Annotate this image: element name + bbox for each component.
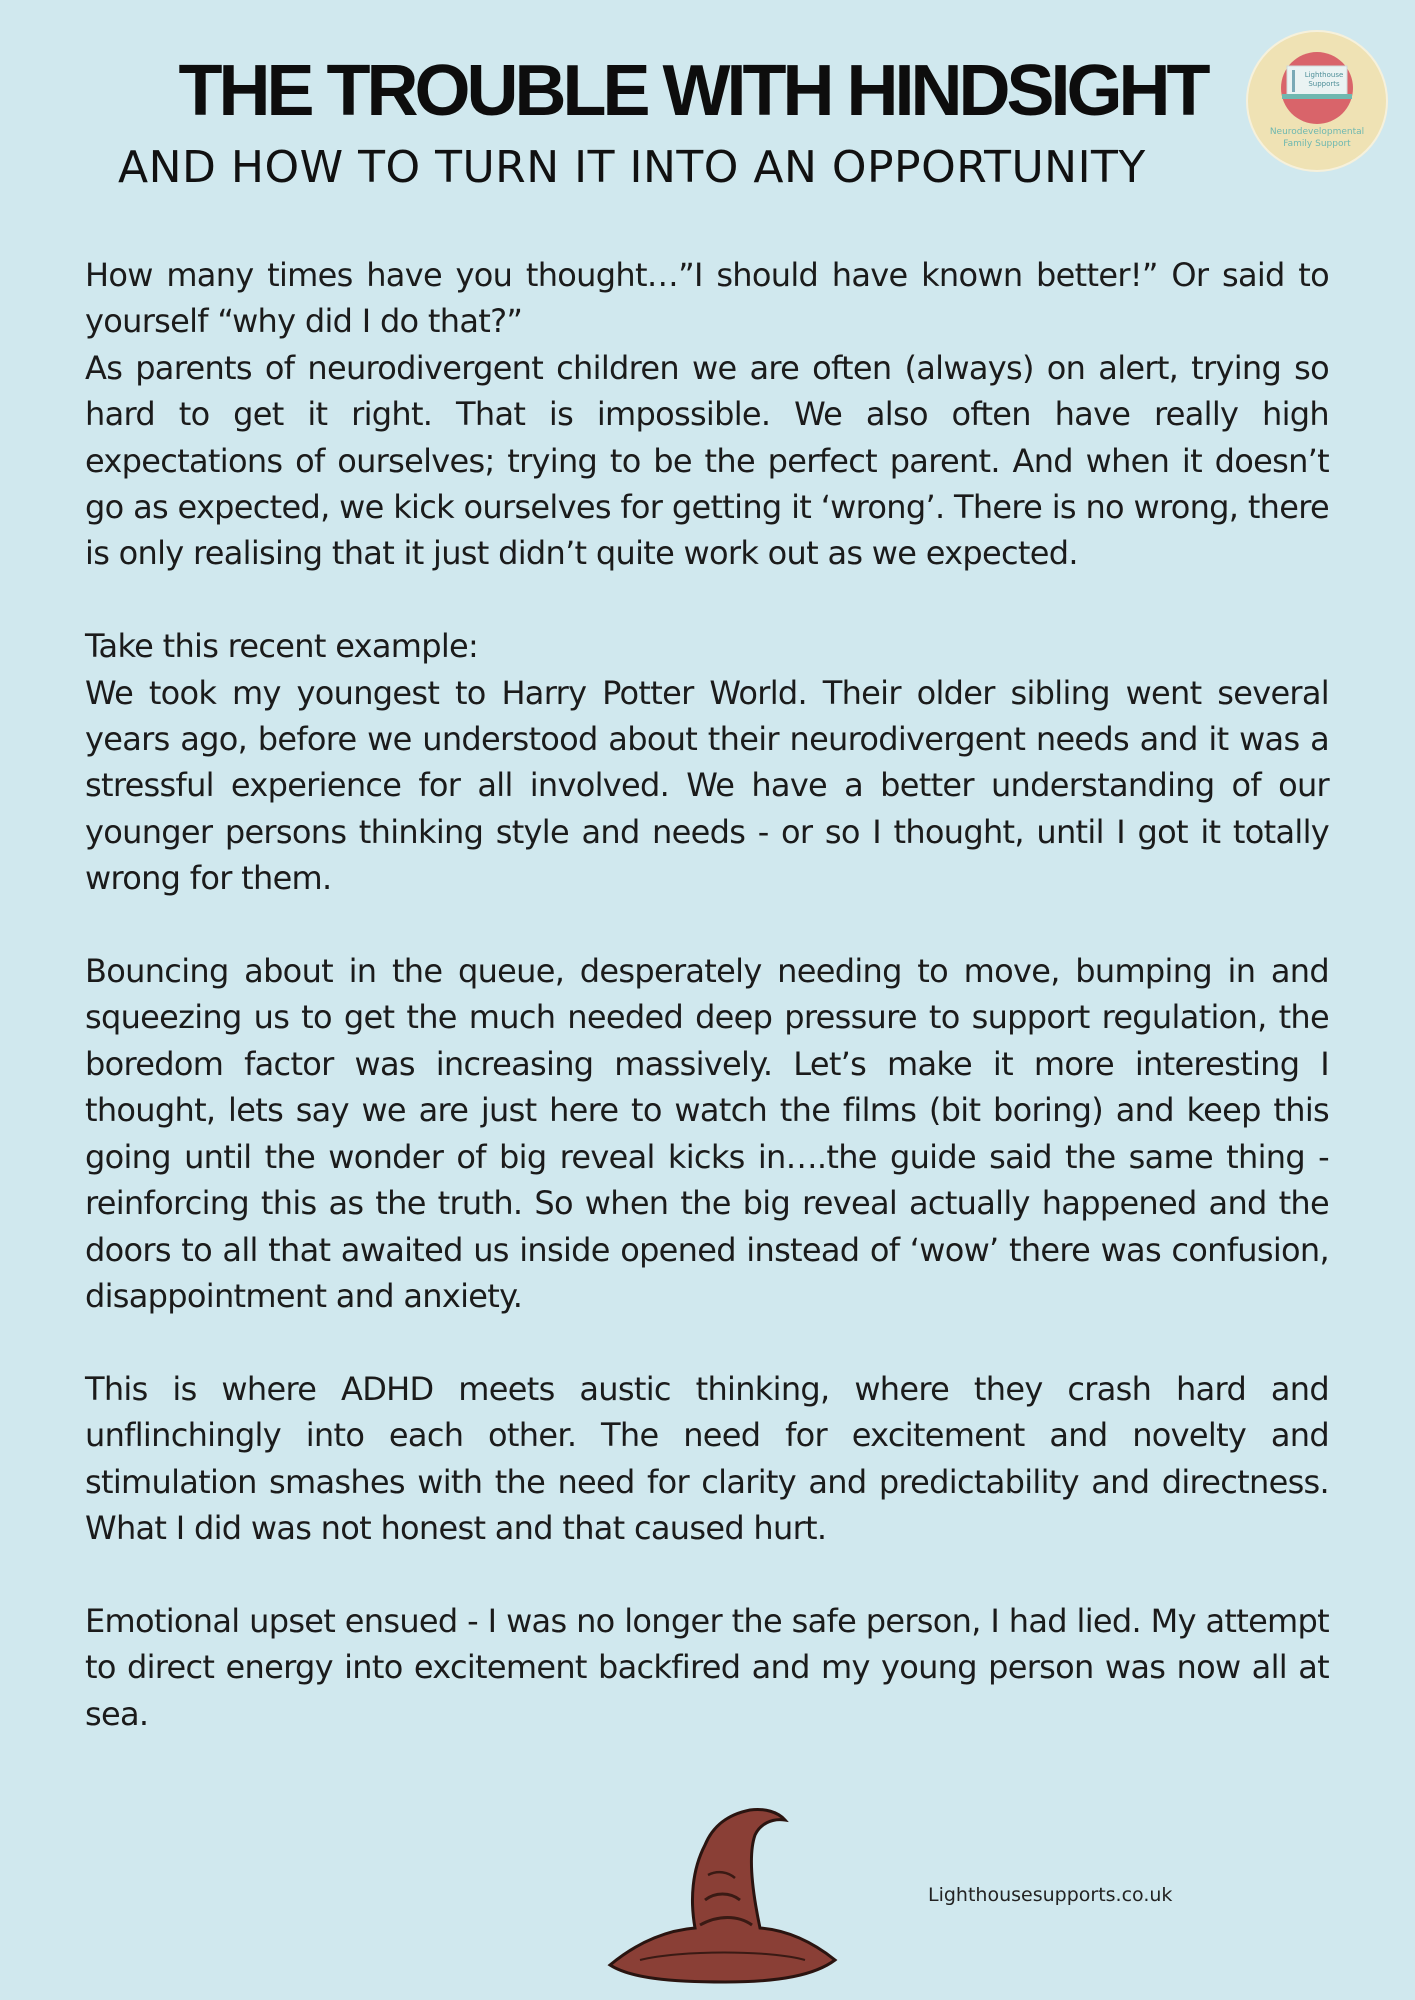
paragraph-queue: Bouncing about in the queue, desperately needing to move, bumping in and squeezing us to get the much needed deep pressure to support regulation, the boredom factor was increasing massively. Let’s make it more interesting I thought, lets say we are just here to watch the films (bit boring) and keep this going until the wonder of big reveal kicks in….the guide said the same thing - reinforcing this as the truth. So when the big reveal actually happened and the doors to all that awaited us inside opened instead of ‘wow’ there was confusion, disappointment and anxiety.	[85, 952, 1329, 1315]
paragraph-example	[85, 623, 1329, 901]
intro-text: As parents of neurodivergent children we are often (always) on alert, trying so hard to get it right. That is impossible. We also often have really high expectations of ourselves; trying to be the perfect parent. And when it doesn’t go as expected, we kick ourselves for getting it ‘wrong’. There is no wrong, there is only realising that it just didn’t quite work out as we expected.	[85, 348, 1329, 573]
intro-question: How many times have you thought…”I should have known better!” Or said to yourself “why did I do that?”	[85, 256, 1329, 341]
page-subtitle: AND HOW TO TURN IT INTO AN OPPORTUNITY	[118, 142, 1146, 193]
logo-caption2: Family Support	[1283, 139, 1351, 149]
logo-line2: Supports	[1308, 80, 1340, 88]
page-title: THE TROUBLE WITH HINDSIGHT	[178, 51, 1207, 131]
paragraph-intro	[85, 252, 1329, 577]
logo-line1: Lighthouse	[1304, 71, 1344, 79]
article-body	[85, 252, 1329, 1783]
paragraph-adhd: This is where ADHD meets austic thinking, where they crash hard and unflinchingly into each other. The need for excitement and novelty and stimulation smashes with the need for clarity and predictability and directness. What I did was not honest and that caused hurt.	[85, 1369, 1329, 1547]
lighthouse-logo-icon	[1246, 30, 1388, 172]
paragraph-upset: Emotional upset ensued - I was no longer the safe person, I had lied. My attempt to direct energy into excitement backfired and my young person was now all at sea.	[85, 1601, 1329, 1733]
example-text: We took my youngest to Harry Potter World. Their older sibling went several years ago, before we understood about their neurodivergent needs and it was a stressful experience for all involved. We have a better understanding of our younger persons thinking style and needs - or so I thought, until I got it totally wrong for them.	[85, 673, 1329, 898]
website-link[interactable]: Lighthousesupports.co.uk	[928, 1884, 1173, 1906]
example-heading: Take this recent example:	[85, 627, 479, 666]
sorting-hat-icon	[600, 1800, 845, 1990]
logo-caption1: Neurodevelopmental	[1269, 127, 1365, 137]
